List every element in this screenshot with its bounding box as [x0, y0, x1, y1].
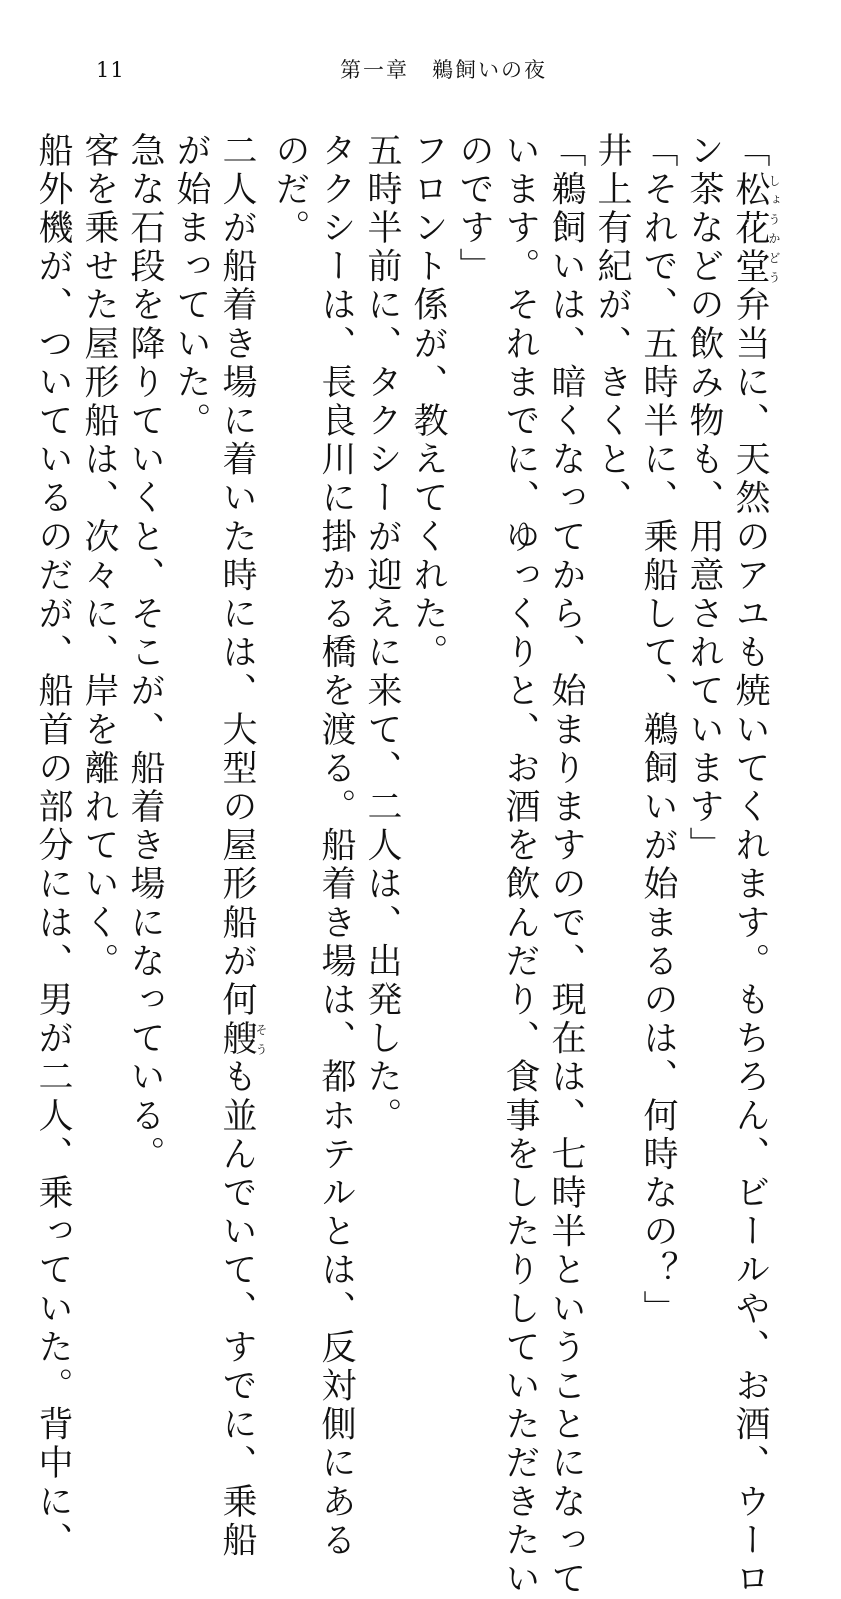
- text-line-10: タクシーは、長良川に掛かる橋を渡る。船着き場は、都ホテルとは、反対側にある: [316, 132, 356, 1561]
- text-line-7: のです」: [454, 132, 494, 287]
- text-line-15: 客を乗せた屋形船は、次々に、岸を離れていく。: [79, 132, 119, 982]
- text-line-13: が始まっていた。: [171, 132, 211, 441]
- running-head: 第一章 鵜飼いの夜: [340, 58, 547, 82]
- text-line-12: 二人が船着き場に着いた時には、大型の屋形船が何艘そうも並んでいて、すでに、乗船: [217, 132, 268, 1561]
- text-line-16: 船外機が、ついているのだが、船首の部分には、男が二人、乗っていた。背中に、: [33, 132, 73, 1561]
- text-line-6: います。それまでに、ゆっくりと、お酒を飲んだり、食事をしたりしていただきたい: [500, 132, 540, 1599]
- text-line-2: ン茶などの飲み物も、用意されています」: [684, 132, 724, 866]
- text-line-14: 急な石段を降りていくと、そこが、船着き場になっている。: [125, 132, 165, 1175]
- text-line-5: 「鵜飼いは、暗くなってから、始まりますので、現在は、七時半ということになって: [546, 132, 586, 1599]
- text-line-8: フロント係が、教えてくれた。: [408, 132, 448, 673]
- body-text: [33, 132, 781, 1599]
- text-line-9: 五時半前に、タクシーが迎えに来て、二人は、出発した。: [362, 132, 402, 1136]
- ruby-shoukadou: 松花堂しょうかどう: [730, 170, 781, 287]
- text-line-1: 「松花堂しょうかどう弁当に、天然のアユも焼いてくれます。もちろん、ビールや、お酒、ウーロ: [730, 132, 781, 1599]
- page-number: 11: [96, 58, 125, 82]
- ruby-sou: 艘そう: [217, 1019, 268, 1059]
- text-line-3: 「それで、五時半に、乗船して、鵜飼いが始まるのは、何時なの？」: [638, 132, 678, 1329]
- text-line-4: 井上有紀が、きくと、: [592, 132, 632, 518]
- text-line-11: のだ。: [270, 132, 310, 248]
